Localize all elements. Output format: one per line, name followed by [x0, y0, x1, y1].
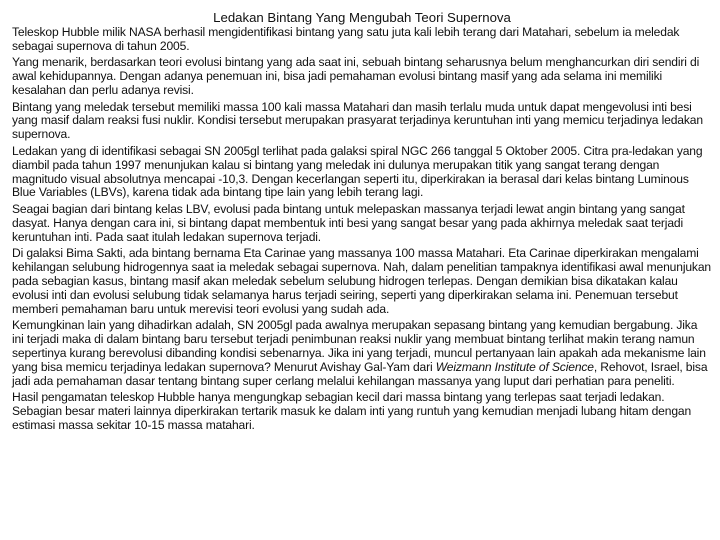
paragraph: Di galaksi Bima Sakti, ada bintang bernama Eta Carinae yang massanya 100 massa Matahari. Eta Carinae diperkirakan mengalami kehilangan selubung hidrogennya saat ia meledak sebagai supernova. Nah, dalam penelitian tampaknya identifikasi awal menunjukan pada sebagian kasus, bintang masif akan meledak sebelum selubung hidrogen terlepas. Dengan demikian bisa dikatakan kalau evolusi inti dan evolusi selubung tidak selamanya harus terjadi seiring, seperti yang diperkirakan selama ini. Penemuan tersebut memberi pemahaman baru untuk merevisi teori evolusi yang sudah ada.	[12, 246, 711, 316]
paragraph: Bintang yang meledak tersebut memiliki massa 100 kali massa Matahari dan masih terlalu muda untuk dapat mengevolusi inti besi yang masif dalam reaksi fusi nuklir. Kondisi tersebut merupakan prasyarat terjadinya keruntuhan inti yang memicu terjadinya ledakan supernova.	[12, 99, 703, 142]
paragraph: Hasil pengamatan teleskop Hubble hanya mengungkap sebagian kecil dari massa bintang yang terlepas saat terjadi ledakan. Sebagian besar materi lainnya diperkirakan tertarik masuk ke dalam inti yang runtuh yang kemudian menjadi lubang hitam dengan estimasi massa sekitar 10-15 massa matahari.	[12, 390, 692, 432]
paragraph: Teleskop Hubble milik NASA berhasil mengidentifikasi bintang yang satu juta kali lebih terang dari Matahari, sebelum ia meledak sebagai supernova di tahun 2005.	[12, 25, 680, 53]
paragraph: Ledakan yang di identifikasi sebagai SN 2005gl terlihat pada galaksi spiral NGC 266 tanggal 5 Oktober 2005. Citra pra-ledakan yang diambil pada tahun 1997 menunjukan kalau si bintang yang meledak ini dulunya merupakan titik yang sangat terang dengan magnitudo visual absolutnya mencapai -10,3. Dengan kecerlangan seperti itu, diperkirakan ia berasal dari kelas bintang Luminous Blue Variables (LBVs), karena tidak ada bintang tipe lain yang lebih terang lagi.	[12, 143, 703, 200]
paragraph-text: Kemungkinan lain yang dihadirkan adalah, SN 2005gl pada awalnya merupakan sepasang bintang yang kemudian bergabung. Jika ini terjadi maka di dalam bintang baru tersebut terjadi penimbunan reaksi nuklir yang membuat bintang terlihat makin terang namun sepertinya kurang berevolusi dibanding kondisi sebenarnya. Jika ini yang terjadi, muncul pertanyaan lain apakah ada mekanisme lain yang bisa memicu terjadinya ledakan supernova? Menurut Avishay Gal-Yam dari	[12, 318, 706, 374]
paragraph: Seagai bagian dari bintang kelas LBV, evolusi pada bintang untuk melepaskan massanya terjadi lewat angin bintang yang sangat dasyat. Hanya dengan cara ini, si bintang dapat membentuk inti besi yang sangat besar yang pada akhirnya meledak saat terjadi keruntuhan inti. Pada saat itulah ledakan supernova terjadi.	[12, 201, 685, 244]
institute-name: Weizmann Institute of Science	[435, 359, 594, 374]
paragraph-text: , Rehovot, Israel, bisa jadi ada pemahaman dasar tentang bintang super cerlang melalui kehilangan massanya yang luput dari perhatian para peneliti.	[12, 359, 708, 388]
document-title: Ledakan Bintang Yang Mengubah Teori Supernova	[213, 10, 511, 25]
paragraph	[12, 319, 712, 389]
paragraph: Yang menarik, berdasarkan teori evolusi bintang yang ada saat ini, sebuah bintang seharusnya belum menghancurkan diri sendiri di awal kehidupannya. Dengan adanya penemuan ini, bisa jadi pemahaman evolusi bintang masif yang ada selama ini memiliki kesalahan dan perlu adanya revisi.	[12, 55, 700, 98]
document-page	[12, 10, 712, 435]
